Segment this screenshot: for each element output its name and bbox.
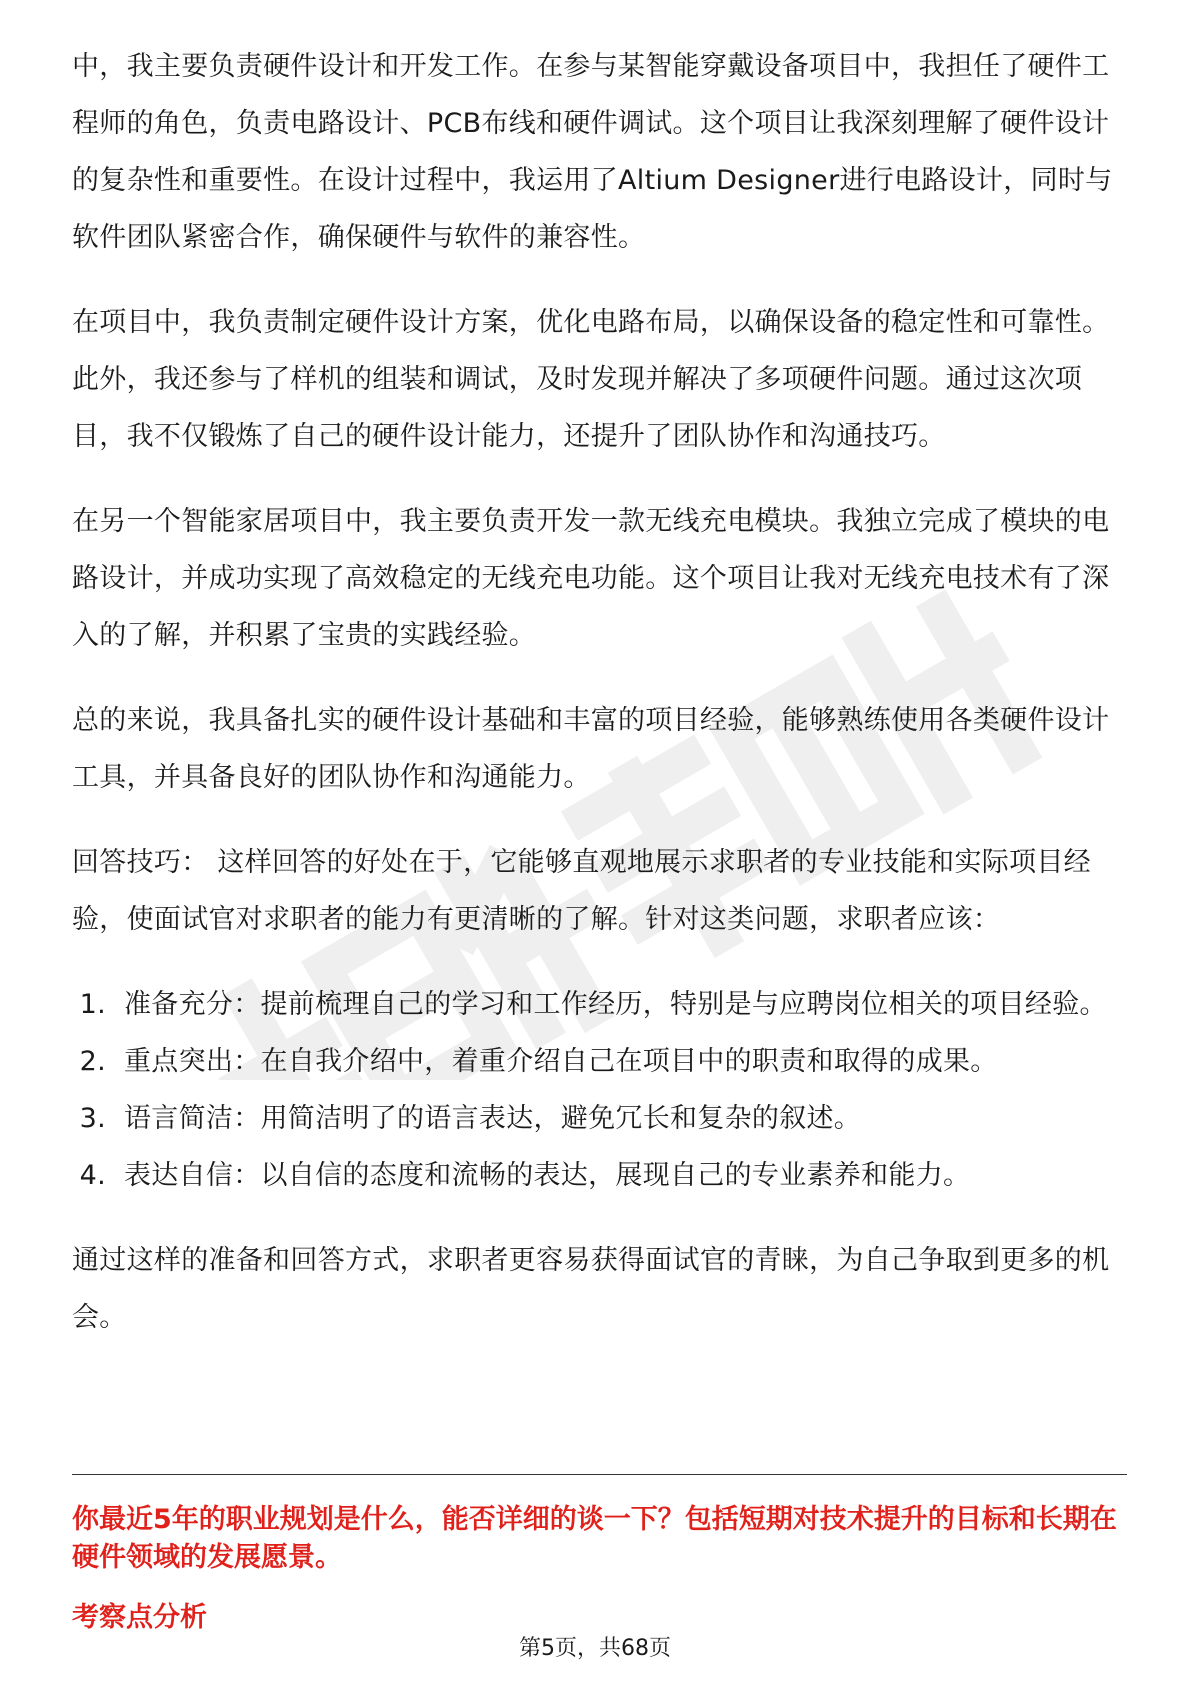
paragraph-project-wearable: 中，我主要负责硬件设计和开发工作。在参与某智能穿戴设备项目中，我担任了硬件工程师的角色，负责电路设计、PCB布线和硬件调试。这个项目让我深刻理解了硬件设计的复杂性和重要性。在设计过程中，我运用了Altium Designer进行电路设计，同时与软件团队紧密合作，确保硬件与软件的兼容性。 (72, 51, 1113, 253)
list-item-number: 2. (79, 1046, 106, 1077)
list-item (72, 1147, 1122, 1204)
analysis-section-title: 考察点分析 (72, 1602, 207, 1633)
paragraph-summary: 总的来说，我具备扎实的硬件设计基础和丰富的项目经验，能够熟练使用各类硬件设计工具，并具备良好的团队协作和沟通能力。 (72, 705, 1110, 793)
paragraph-closing: 通过这样的准备和回答方式，求职者更容易获得面试官的青睐，为自己争取到更多的机会。 (72, 1245, 1110, 1333)
paragraph-project-responsibilities: 在项目中，我负责制定硬件设计方案，优化电路布局，以确保设备的稳定性和可靠性。此外，我还参与了样机的组装和调试，及时发现并解决了多项硬件问题。通过这次项目，我不仅锻炼了自己的硬件设计能力，还提升了团队协作和沟通技巧。 (72, 307, 1110, 452)
list-item-number: 1. (79, 989, 106, 1020)
next-question-heading: 你最近5年的职业规划是什么，能否详细的谈一下？包括短期对技术提升的目标和长期在硬件领域的发展愿景。 (72, 1504, 1117, 1573)
paragraph-answer-tips: 回答技巧： 这样回答的好处在于，它能够直观地展示求职者的专业技能和实际项目经验，使面试官对求职者的能力有更清晰的了解。针对这类问题，求职者应该： (72, 847, 1091, 935)
page-number-footer: 第5页，共68页 (519, 1636, 671, 1661)
section-divider (72, 1474, 1127, 1475)
list-item-text: 表达自信：以自信的态度和流畅的表达，展现自己的专业素养和能力。 (124, 1160, 971, 1191)
tips-list (72, 976, 1122, 1204)
list-item-text: 重点突出：在自我介绍中，着重介绍自己在项目中的职责和取得的成果。 (124, 1046, 998, 1077)
list-item (72, 976, 1122, 1033)
document-body (72, 38, 1122, 1374)
paragraph-project-smart-home: 在另一个智能家居项目中，我主要负责开发一款无线充电模块。我独立完成了模块的电路设计，并成功实现了高效稳定的无线充电功能。这个项目让我对无线充电技术有了深入的了解，并积累了宝贵的实践经验。 (72, 506, 1110, 651)
list-item-text: 准备充分：提前梳理自己的学习和工作经历，特别是与应聘岗位相关的项目经验。 (124, 989, 1107, 1020)
list-item-number: 4. (79, 1160, 106, 1191)
list-item (72, 1033, 1122, 1090)
list-item-text: 语言简洁：用简洁明了的语言表达，避免冗长和复杂的叙述。 (124, 1103, 862, 1134)
list-item (72, 1090, 1122, 1147)
list-item-number: 3. (79, 1103, 106, 1134)
